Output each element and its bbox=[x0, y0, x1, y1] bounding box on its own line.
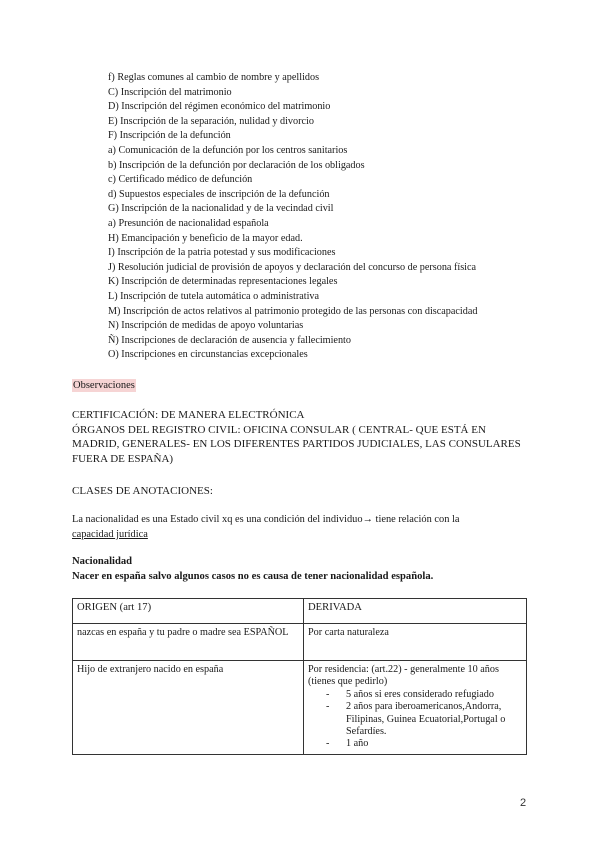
list-item: C) Inscripción del matrimonio bbox=[108, 86, 232, 98]
table-row bbox=[73, 661, 527, 755]
list-item: c) Certificado médico de defunción bbox=[108, 174, 253, 186]
page-number: 2 bbox=[520, 797, 527, 809]
certificacion-block bbox=[72, 408, 532, 466]
list-item: F) Inscripción de la defunción bbox=[108, 130, 231, 142]
list-item: - 1 año bbox=[346, 738, 522, 750]
list-item: - 5 años si eres considerado refugiado bbox=[346, 689, 522, 701]
list-item: f) Reglas comunes al cambio de nombre y apellidos bbox=[108, 72, 320, 83]
list-item: K) Inscripción de determinadas representaciones legales bbox=[108, 276, 338, 288]
list-item: M) Inscripción de actos relativos al patrimonio protegido de las personas con discapacidad bbox=[108, 305, 478, 317]
table-cell: Por carta naturaleza bbox=[304, 624, 527, 661]
list-item: a) Presunción de nacionalidad española bbox=[108, 217, 269, 229]
clases-heading: CLASES DE ANOTACIONES: bbox=[72, 485, 213, 497]
list-item: E) Inscripción de la separación, nulidad y divorcio bbox=[108, 115, 314, 127]
table-cell: nazcas en españa y tu padre o madre sea ESPAÑOL bbox=[73, 624, 304, 661]
list-item: - 2 años para iberoamericanos,Andorra, Filipinas, Guinea Ecuatorial,Portugal o Sefardíes. bbox=[346, 701, 522, 738]
header-derivada: DERIVADA bbox=[304, 599, 527, 624]
table-row bbox=[73, 599, 527, 624]
nacionalidad-title: Nacionalidad bbox=[72, 556, 133, 567]
list-item: N) Inscripción de medidas de apoyo voluntarias bbox=[108, 320, 304, 332]
index-list bbox=[108, 71, 578, 363]
list-item: L) Inscripción de tutela automática o administrativa bbox=[108, 290, 320, 302]
nacionalidad-text: La nacionalidad es una Estado civil xq es una condición del individuo→ tiene relación con la bbox=[72, 514, 460, 525]
nacionalidad-subtitle: Nacer en españa salvo algunos casos no es causa de tener nacionalidad española. bbox=[72, 571, 434, 582]
nacionalidad-paragraph bbox=[72, 512, 532, 542]
list-item: H) Emancipación y beneficio de la mayor edad. bbox=[108, 232, 303, 244]
table-cell bbox=[304, 661, 527, 755]
list-item: a) Comunicación de la defunción por los centros sanitarios bbox=[108, 144, 348, 156]
list-item: J) Resolución judicial de provisión de apoyos y declaración del concurso de persona física bbox=[108, 261, 477, 273]
residencia-list bbox=[308, 689, 522, 751]
list-item: G) Inscripción de la nacionalidad y de la vecindad civil bbox=[108, 203, 334, 215]
list-item: Ñ) Inscripciones de declaración de ausencia y fallecimiento bbox=[108, 334, 351, 346]
observaciones-label: Observaciones bbox=[73, 380, 135, 391]
table-cell: Hijo de extranjero nacido en españa bbox=[73, 661, 304, 755]
cert-line: ÓRGANOS DEL REGISTRO CIVIL: OFICINA CONSULAR ( CENTRAL- QUE ESTÁ EN bbox=[72, 423, 486, 436]
capacidad-juridica-link: capacidad jurídica bbox=[72, 529, 148, 540]
cert-line: CERTIFICACIÓN: DE MANERA ELECTRÓNICA bbox=[72, 409, 305, 421]
list-item: D) Inscripción del régimen económico del matrimonio bbox=[108, 101, 331, 113]
list-item: b) Inscripción de la defunción por declaración de los obligados bbox=[108, 159, 365, 171]
list-item: d) Supuestos especiales de inscripción de la defunción bbox=[108, 188, 330, 200]
cert-line: FUERA DE ESPAÑA) bbox=[72, 452, 174, 465]
list-item: O) Inscripciones en circunstancias excepcionales bbox=[108, 349, 308, 361]
residencia-text: Por residencia: (art.22) - generalmente 10 años (tienes que pedirlo) bbox=[308, 664, 499, 688]
nacionalidad-table bbox=[72, 598, 527, 755]
list-item: I) Inscripción de la patria potestad y sus modificaciones bbox=[108, 247, 336, 259]
cert-line: MADRID, GENERALES- EN LOS DIFERENTES PARTIDOS JUDICIALES, LAS CONSULARES bbox=[72, 438, 521, 451]
table-row bbox=[73, 624, 527, 661]
header-origen: ORIGEN (art 17) bbox=[73, 599, 304, 624]
